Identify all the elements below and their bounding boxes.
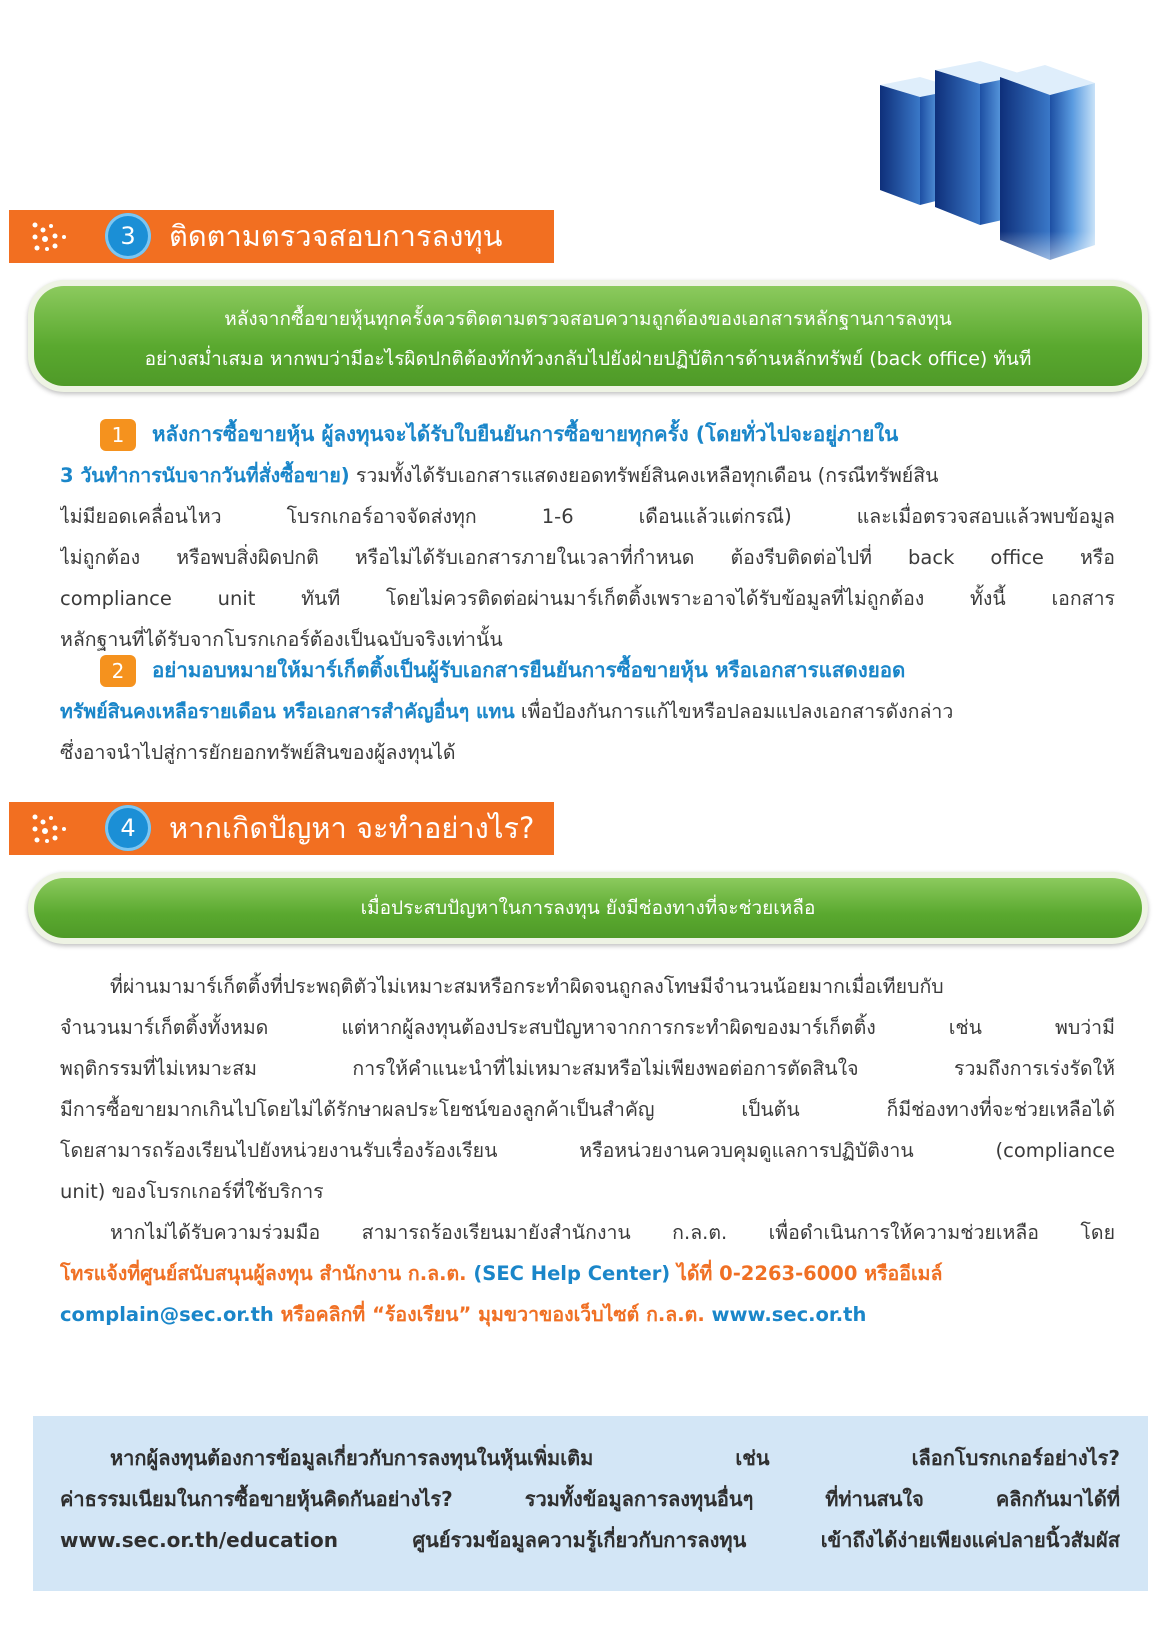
item-text: เพื่อป้องกันการแก้ไขหรือปลอมแปลงเอกสารดังกล่าว: [514, 700, 954, 723]
dot-cluster-icon: [31, 812, 71, 846]
sec-help-center: (SEC Help Center): [473, 1262, 671, 1285]
paragraph-line: โดยสามารถร้องเรียนไปยังหน่วยงานรับเรื่องร้องเรียน หรือหน่วยงานควบคุมดูแลการปฏิบัติงาน (compliance: [60, 1139, 1115, 1162]
contact-hotline-label: โทรแจ้งที่ศูนย์สนับสนุนผู้ลงทุน สำนักงาน ก.ล.ต.: [60, 1262, 467, 1285]
paragraph-line: unit) ของโบรกเกอร์ที่ใช้บริการ: [60, 1180, 324, 1203]
item-lead: หลังการซื้อขายหุ้น ผู้ลงทุนจะได้รับใบยืนยันการซื้อขายทุกครั้ง (โดยทั่วไปจะอยู่ภายใน: [152, 422, 899, 446]
section-4-contact: [60, 1212, 1115, 1335]
item-lead: อย่ามอบหมายให้มาร์เก็ตติ้งเป็นผู้รับเอกสารยืนยันการซื้อขายหุ้น หรือเอกสารแสดงยอด: [152, 658, 906, 682]
paragraph-line: พฤติกรรมที่ไม่เหมาะสม การให้คำแนะนำที่ไม่เหมาะสมหรือไม่เพียงพอต่อการตัดสินใจ รวมถึงการเร่งรัดให้: [60, 1057, 1115, 1080]
section-number: 3: [105, 213, 151, 259]
item-text: ไม่มียอดเคลื่อนไหว โบรกเกอร์อาจจัดส่งทุก 1-6 เดือนแล้วแต่กรณี) และเมื่อตรวจสอบแล้วพบข้อมูล: [60, 505, 1115, 528]
summary-line: อย่างสม่ำเสมอ หากพบว่ามีอะไรผิดปกติต้องทักท้วงกลับไปยังฝ่ายปฏิบัติการด้านหลักทรัพย์ (back office) ทันที: [144, 348, 1032, 370]
contact-phone: ได้ที่ 0-2263-6000 หรืออีเมล์: [677, 1262, 943, 1285]
website-link[interactable]: www.sec.or.th: [711, 1303, 867, 1326]
summary-line: เมื่อประสบปัญหาในการลงทุน ยังมีช่องทางที่จะช่วยเหลือ: [360, 897, 816, 919]
section-4-banner: [9, 802, 554, 855]
info-box: [33, 1416, 1148, 1591]
section-4-paragraph: [60, 966, 1115, 1212]
item-number-badge: 2: [100, 655, 136, 687]
section-3-item-1: [60, 414, 1115, 660]
section-title: หากเกิดปัญหา จะทำอย่างไร?: [169, 811, 535, 845]
paragraph-line: ที่ผ่านมามาร์เก็ตติ้งที่ประพฤติตัวไม่เหมาะสมหรือกระทำผิดจนถูกลงโทษมีจำนวนน้อยมากเมื่อเทียบกับ: [110, 975, 944, 998]
section-4-summary-panel: [28, 872, 1148, 944]
section-title: ติดตามตรวจสอบการลงทุน: [169, 219, 503, 253]
item-text: หลักฐานที่ได้รับจากโบรกเกอร์ต้องเป็นฉบับจริงเท่านั้น: [60, 628, 503, 651]
item-text: ไม่ถูกต้อง หรือพบสิ่งผิดปกติ หรือไม่ได้รับเอกสารภายในเวลาที่กำหนด ต้องรีบติดต่อไปที่ back office หรือ: [60, 546, 1115, 569]
info-line: ค่าธรรมเนียมในการซื้อขายหุ้นคิดกันอย่างไร? รวมทั้งข้อมูลการลงทุนอื่นๆ ที่ท่านสนใจ คลิกกันมาได้ที่: [60, 1487, 1120, 1511]
email-link[interactable]: complain@sec.or.th: [60, 1303, 274, 1326]
info-line[interactable]: www.sec.or.th/education ศูนย์รวมข้อมูลความรู้เกี่ยวกับการลงทุน เข้าถึงได้ง่ายเพียงแค่ปลายนิ้วสัมผัส: [60, 1528, 1120, 1552]
item-lead-continued: 3 วันทำการนับจากวันที่สั่งซื้อขาย): [60, 464, 350, 487]
section-3-item-2: [60, 650, 1115, 773]
summary-line: หลังจากซื้อขายหุ้นทุกครั้งควรติดตามตรวจสอบความถูกต้องของเอกสารหลักฐานการลงทุน: [224, 308, 952, 330]
contact-intro: หากไม่ได้รับความร่วมมือ สามารถร้องเรียนมายังสำนักงาน ก.ล.ต. เพื่อดำเนินการให้ความช่วยเหลือ โดย: [110, 1221, 1115, 1244]
paragraph-line: จำนวนมาร์เก็ตติ้งทั้งหมด แต่หากผู้ลงทุนต้องประสบปัญหาจากการกระทำผิดของมาร์เก็ตติ้ง เช่น พบว่ามี: [60, 1016, 1115, 1039]
paragraph-line: มีการซื้อขายมากเกินไปโดยไม่ได้รักษาผลประโยชน์ของลูกค้าเป็นสำคัญ เป็นต้น ก็มีช่องทางที่จะช่วยเหลือได้: [60, 1098, 1115, 1121]
dot-cluster-icon: [31, 220, 71, 254]
item-lead-continued: ทรัพย์สินคงเหลือรายเดือน หรือเอกสารสำคัญอื่นๆ แทน: [60, 700, 515, 723]
item-number-badge: 1: [100, 419, 136, 451]
section-3-summary-panel: [28, 280, 1148, 392]
server-towers-illustration: [880, 55, 1130, 290]
info-line: หากผู้ลงทุนต้องการข้อมูลเกี่ยวกับการลงทุนในหุ้นเพิ่มเติม เช่น เลือกโบรกเกอร์อย่างไร?: [110, 1446, 1120, 1470]
item-text: ซึ่งอาจนำไปสู่การยักยอกทรัพย์สินของผู้ลงทุนได้: [60, 741, 456, 764]
contact-click-text: หรือคลิกที่ “ร้องเรียน” มุมขวาของเว็บไซต์ ก.ล.ต.: [280, 1303, 705, 1326]
item-text: รวมทั้งได้รับเอกสารแสดงยอดทรัพย์สินคงเหลือทุกเดือน (กรณีทรัพย์สิน: [349, 464, 939, 487]
section-number: 4: [105, 805, 151, 851]
item-text: compliance unit ทันที โดยไม่ควรติดต่อผ่านมาร์เก็ตติ้งเพราะอาจได้รับข้อมูลที่ไม่ถูกต้อง ทั้งนี้ เอกสาร: [60, 587, 1115, 610]
section-3-banner: [9, 210, 554, 263]
